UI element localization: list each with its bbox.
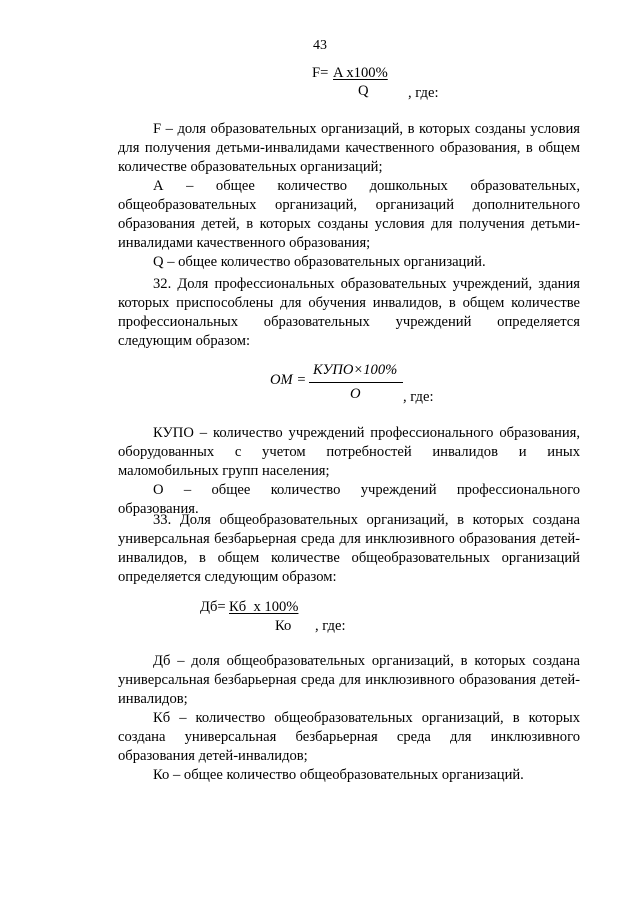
formula-2-denominator: О	[350, 386, 361, 402]
item-32	[118, 275, 580, 351]
definition-a: А – общее количество дошкольных образовательных, общеобразовательных организаций, организаций дополнительного образования детей, в которых созданы условия для получения детьми-инвалидами качественного образования;	[118, 178, 580, 251]
formula-1-denominator: Q	[358, 83, 369, 99]
formula-2-lhs: ОМ =	[270, 372, 307, 388]
definition-f: F – доля образовательных организаций, в которых созданы условия для получения детьми-инвалидами качественного образования, в общем количестве образовательных организаций;	[118, 121, 580, 175]
formula-3-suffix: , где:	[315, 618, 346, 634]
formula-1-numerator: A x100%	[333, 65, 388, 81]
item-33	[118, 511, 580, 587]
definitions-2	[118, 424, 580, 519]
definition-kb: Кб – количество общеобразовательных организаций, в которых создана универсальная безбарьерная среда для инклюзивного образования детей-инвалидов;	[118, 710, 580, 764]
page-number: 43	[313, 38, 327, 53]
formula-1-suffix: , где:	[408, 85, 439, 101]
definitions-1	[118, 120, 580, 272]
formula-2-fraction-line	[309, 382, 403, 383]
definition-ko: Ко – общее количество общеобразовательных организаций.	[153, 767, 524, 783]
formula-3-lhs: Дб=	[200, 599, 226, 615]
formula-3-numerator: Кб х 100%	[229, 599, 299, 615]
formula-3-denominator: Ко	[275, 618, 292, 634]
definition-db: Дб – доля общеобразовательных организаций, в которых создана универсальная безбарьерная среда для инклюзивного образования детей-инвалидов;	[118, 653, 580, 707]
definition-kupo: КУПО – количество учреждений профессионального образования, оборудованных с учетом потребностей инвалидов и иных маломобильных групп населения;	[118, 425, 580, 479]
definitions-3	[118, 652, 580, 785]
formula-1-lhs: F=	[312, 65, 329, 81]
formula-2-numerator: КУПО×100%	[313, 362, 398, 378]
item-32-text: 32. Доля профессиональных образовательных учреждений, здания которых приспособлены для обучения инвалидов, в общем количестве профессиональных образовательных учреждений определяется следующим образом:	[118, 276, 580, 349]
item-33-text: 33. Доля общеобразовательных организаций, в которых создана универсальная безбарьерная среда для инклюзивного образования детей-инвалидов, в общем количестве общеобразовательных организаций определяется следующим образом:	[118, 512, 580, 585]
formula-2-suffix: , где:	[403, 389, 434, 405]
definition-o: О – общее количество учреждений профессионального образования.	[118, 482, 580, 517]
definition-q: Q – общее количество образовательных организаций.	[153, 254, 486, 270]
